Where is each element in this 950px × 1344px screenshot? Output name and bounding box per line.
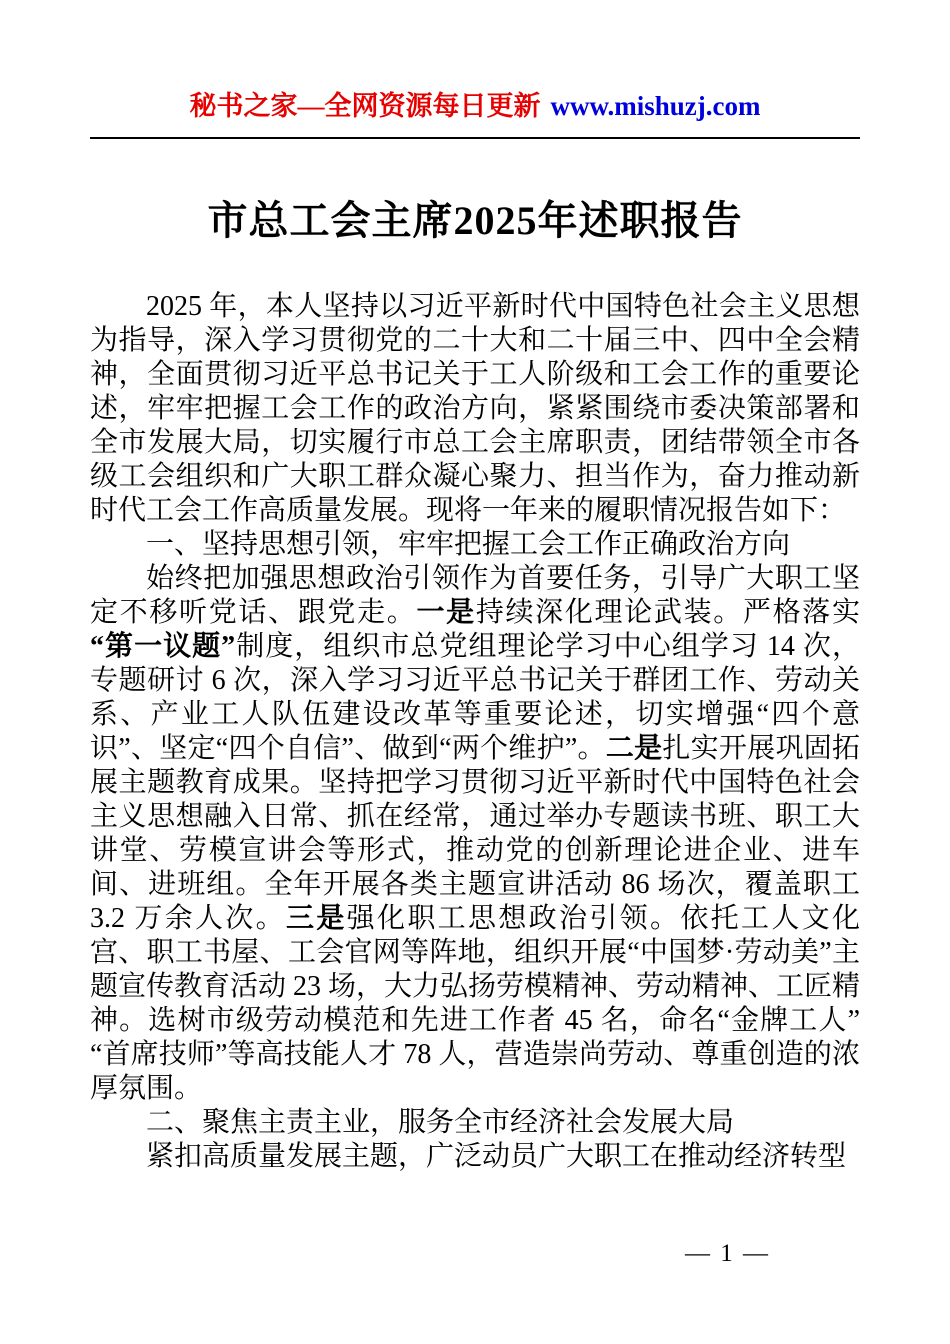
text-run: 一、坚持思想引领，牢牢把握工会工作正确政治方向: [146, 529, 791, 560]
text-run-bold: “第一议题”: [90, 631, 236, 662]
text-run-bold: 一是: [416, 597, 476, 628]
paragraph: [90, 1106, 860, 1140]
text-run: 强化职工思想政治引领。依托工人文化宫、职工书屋、工会官网等阵地，组织开展“中国梦·劳动美”主题宣传教育活动 23 场，大力弘扬劳模精神、劳动精神、工匠精神。选树市级劳动模范和先进工作者 45 名，命名“金牌工人”“首席技师”等高技能人才 78 人，营造崇尚劳动、尊重创造的浓厚氛围。: [90, 903, 861, 1104]
text-run: 紧扣高质量发展主题，广泛动员广大职工在推动经济转型: [146, 1141, 847, 1172]
header-divider: [90, 137, 860, 139]
text-run: 持续深化理论武装。严格落实: [475, 597, 860, 628]
site-tagline: —全网资源每日更新: [297, 91, 541, 121]
text-run: 制度，组织市总党组理论学习中心组学习 14 次，专题研讨 6 次，深入学习习近平总书记关于群团工作、劳动关系、产业工人队伍建设改革等重要论述，切实增强“四个意识”、坚定“四个自信”、做到“两个维护”。: [90, 631, 860, 764]
document-title: 市总工会主席2025年述职报告: [207, 198, 743, 243]
paragraph: [90, 1140, 860, 1174]
site-header: [90, 0, 860, 123]
text-run-bold: 三是: [286, 903, 347, 934]
text-run: 始终把加强思想政治引领作为首要任务，引导广大职工坚定不移听党话、跟党走。: [90, 563, 860, 628]
page-number: — 1 —: [685, 1240, 770, 1267]
text-run: 扎实开展巩固拓展主题教育成果。坚持把学习贯彻习近平新时代中国特色社会主义思想融入日常、抓在经常，通过举办专题读书班、职工大讲堂、劳模宣讲会等形式，推动党的创新理论进企业、进车间、进班组。全年开展各类主题宣讲活动 86 场次，覆盖职工 3.2 万余人次。: [90, 733, 860, 934]
page-footer: [685, 1240, 770, 1268]
text-run: 2025 年，本人坚持以习近平新时代中国特色社会主义思想为指导，深入学习贯彻党的二十大和二十届三中、四中全会精神，全面贯彻习近平总书记关于工人阶级和工会工作的重要论述，牢牢把握工会工作的政治方向，紧紧围绕市委决策部署和全市发展大局，切实履行市总工会主席职责，团结带领全市各级工会组织和广大职工群众凝心聚力、担当作为，奋力推动新时代工会工作高质量发展。现将一年来的履职情况报告如下：: [90, 291, 860, 526]
paragraph: [90, 290, 860, 528]
document-body: [90, 290, 860, 1174]
paragraph: [90, 528, 860, 562]
text-run-bold: 二是: [605, 733, 663, 764]
site-url-link[interactable]: www.mishuzj.com: [550, 91, 761, 121]
text-run: 二、聚焦主责主业，服务全市经济社会发展大局: [146, 1107, 735, 1138]
site-name: 秘书之家: [189, 91, 298, 121]
paragraph: [90, 562, 860, 1106]
